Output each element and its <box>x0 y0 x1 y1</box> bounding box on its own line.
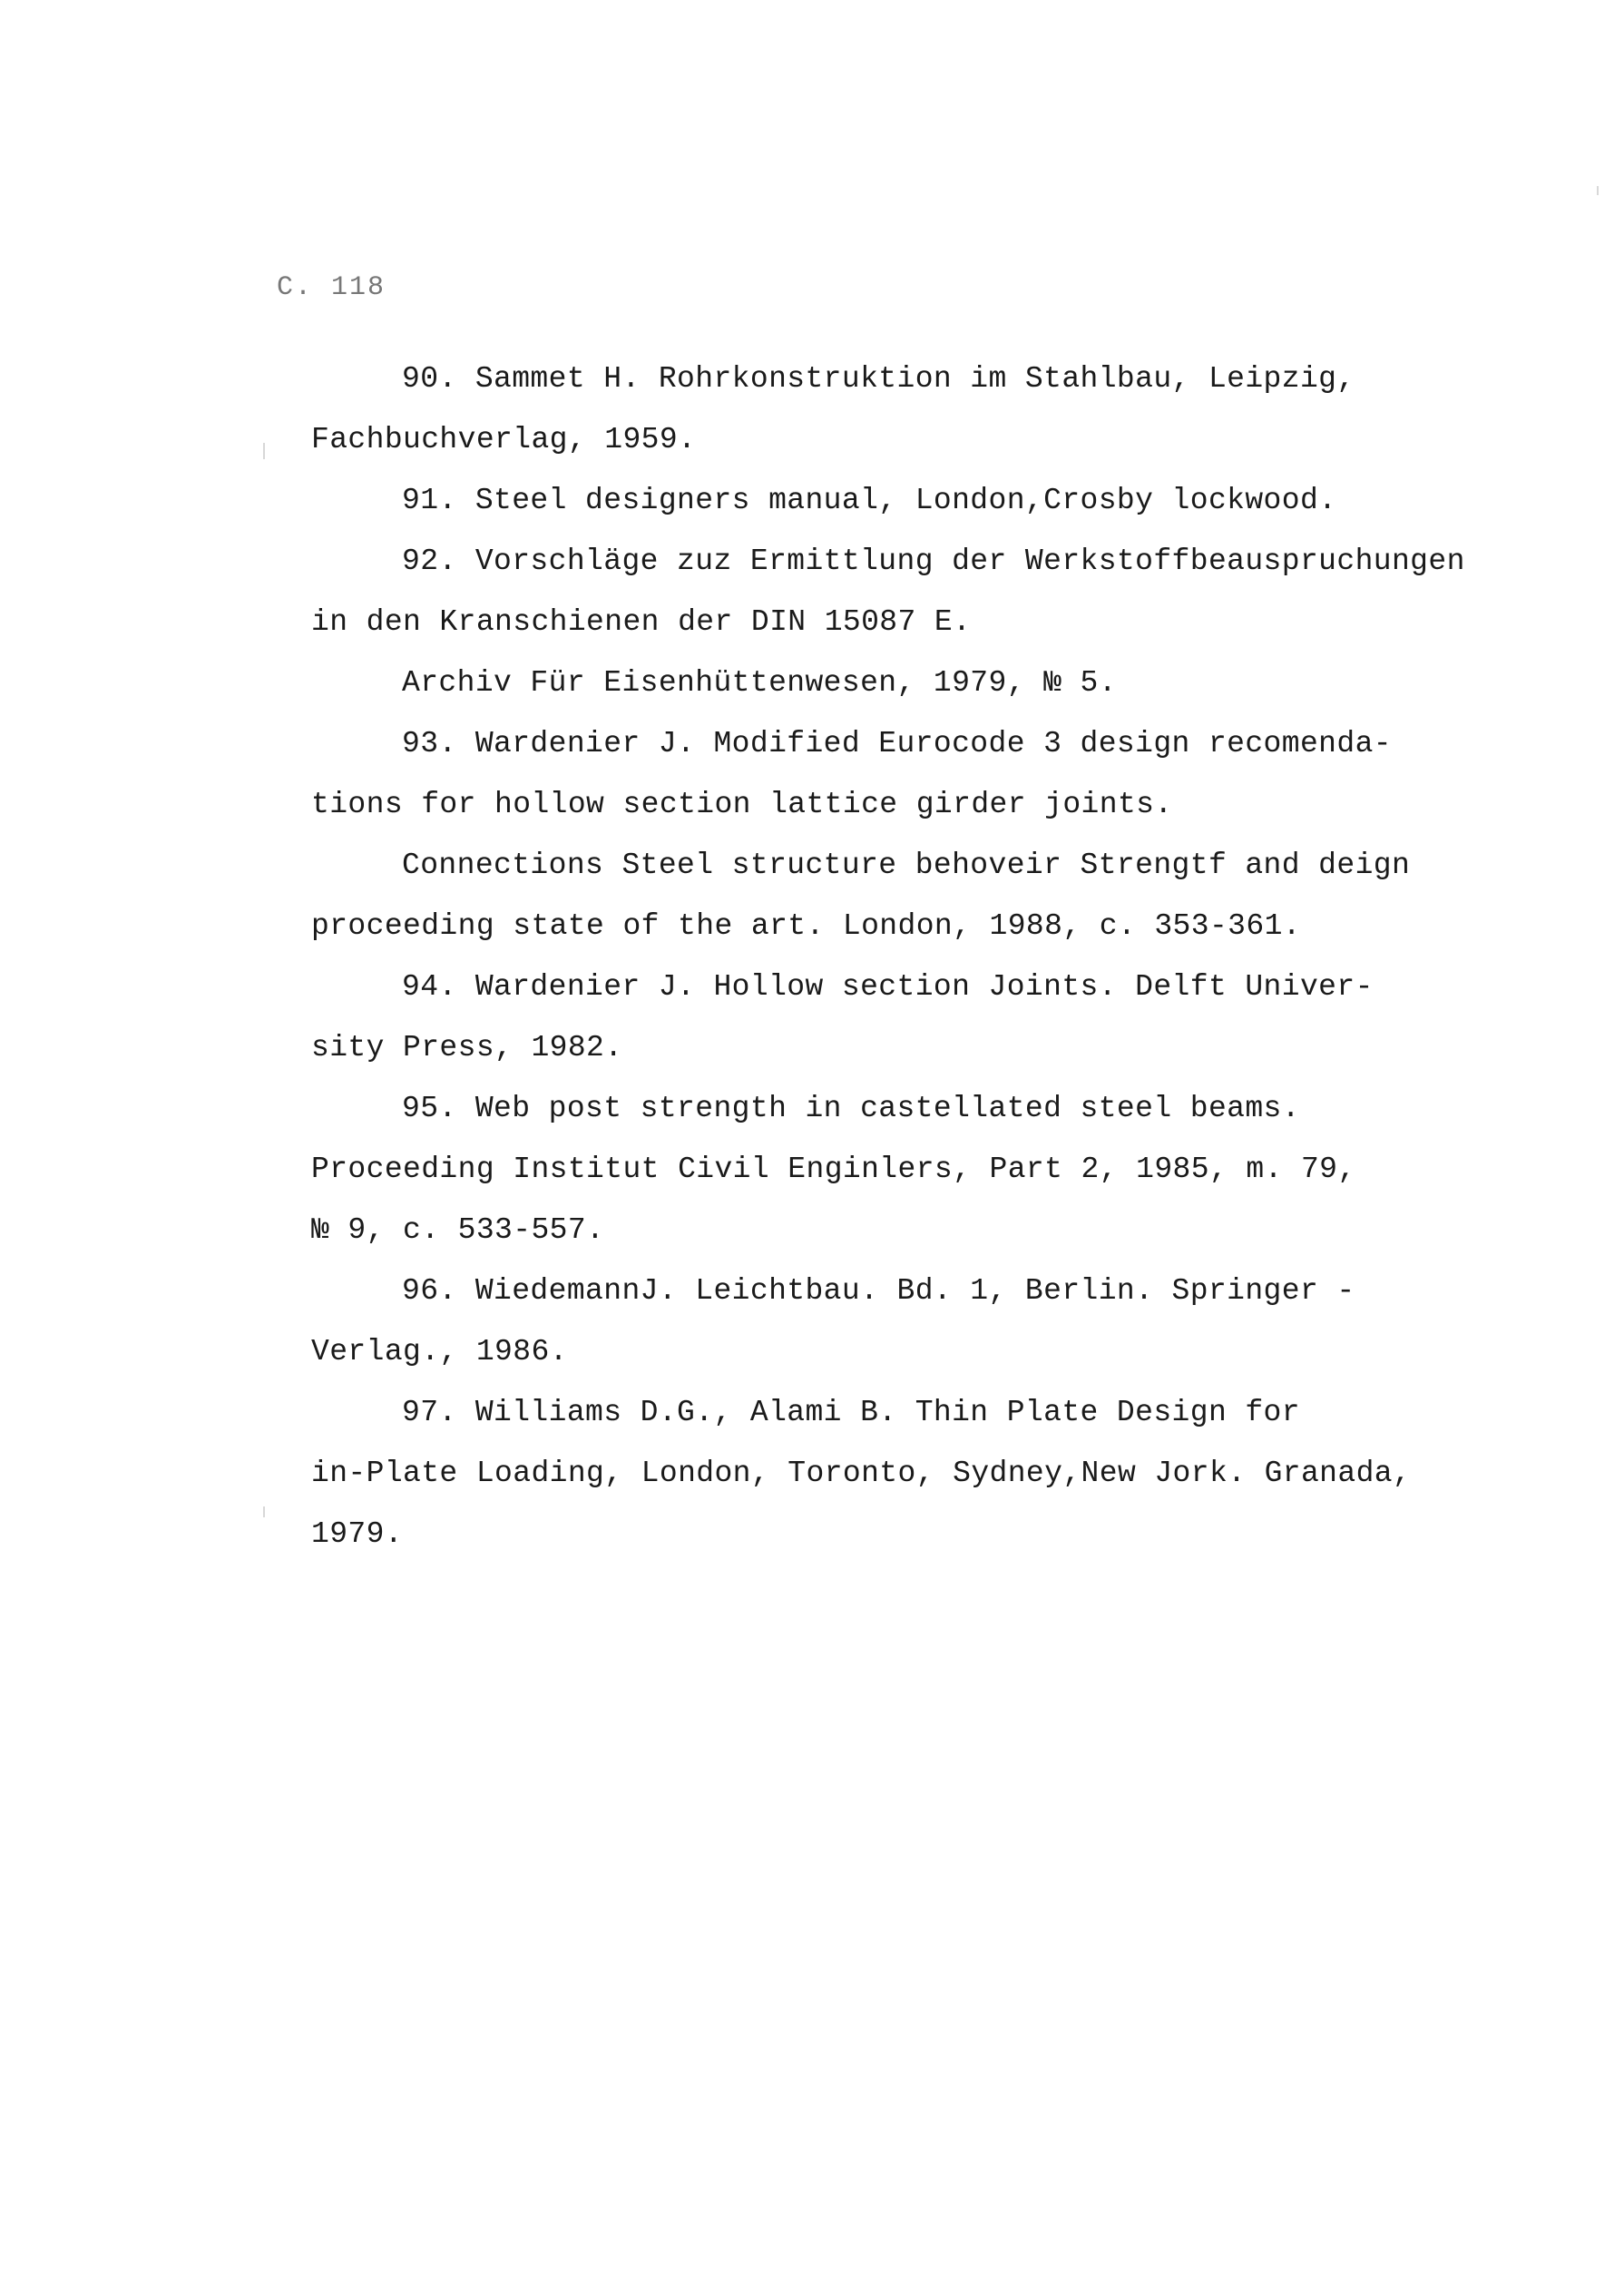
reference-92-line-3: Archiv Für Eisenhüttenwesen, 1979, № 5. <box>402 666 1117 700</box>
reference-93-line-2: tions for hollow section lattice girder joints. <box>311 788 1173 821</box>
reference-94-line-2: sity Press, 1982. <box>311 1031 623 1065</box>
reference-93-line-1: 93. Wardenier J. Modified Eurocode 3 design recomenda- <box>402 727 1392 760</box>
page-number: С. 118 <box>277 272 386 303</box>
reference-95-line-1: 95. Web post strength in castellated steel beams. <box>402 1092 1300 1125</box>
reference-93-line-4: proceeding state of the art. London, 1988, c. 353-361. <box>311 909 1301 943</box>
reference-90-line-1: 90. Sammet H. Rohrkonstruktion im Stahlbau, Leipzig, <box>402 362 1355 396</box>
reference-96-line-1: 96. WiedemannJ. Leichtbau. Bd. 1, Berlin. Springer - <box>402 1274 1355 1308</box>
reference-95-line-2: Proceeding Institut Civil Enginlers, Part 2, 1985, m. 79, <box>311 1153 1356 1186</box>
reference-94-line-1: 94. Wardenier J. Hollow section Joints. Delft Univer- <box>402 970 1374 1004</box>
reference-92-line-1: 92. Vorschläge zuz Ermittlung der Werkstoffbeauspruchungen <box>402 545 1465 578</box>
reference-91: 91. Steel designers manual, London,Crosby lockwood. <box>402 484 1337 517</box>
reference-97-line-3: 1979. <box>311 1517 404 1551</box>
reference-95-line-3: № 9, c. 533-557. <box>311 1213 605 1247</box>
reference-93-line-3: Connections Steel structure behoveir Strengtf and deign <box>402 849 1411 882</box>
reference-97-line-2: in-Plate Loading, London, Toronto, Sydney,New Jork. Granada, <box>311 1457 1412 1490</box>
scan-mark <box>1597 186 1599 195</box>
scan-mark <box>263 1506 265 1517</box>
reference-90-line-2: Fachbuchverlag, 1959. <box>311 423 697 456</box>
reference-97-line-1: 97. Williams D.G., Alami B. Thin Plate Design for <box>402 1396 1300 1429</box>
scan-mark <box>263 443 265 459</box>
reference-92-line-2: in den Kranschienen der DIN 15087 E. <box>311 605 972 639</box>
reference-96-line-2: Verlag., 1986. <box>311 1335 568 1369</box>
